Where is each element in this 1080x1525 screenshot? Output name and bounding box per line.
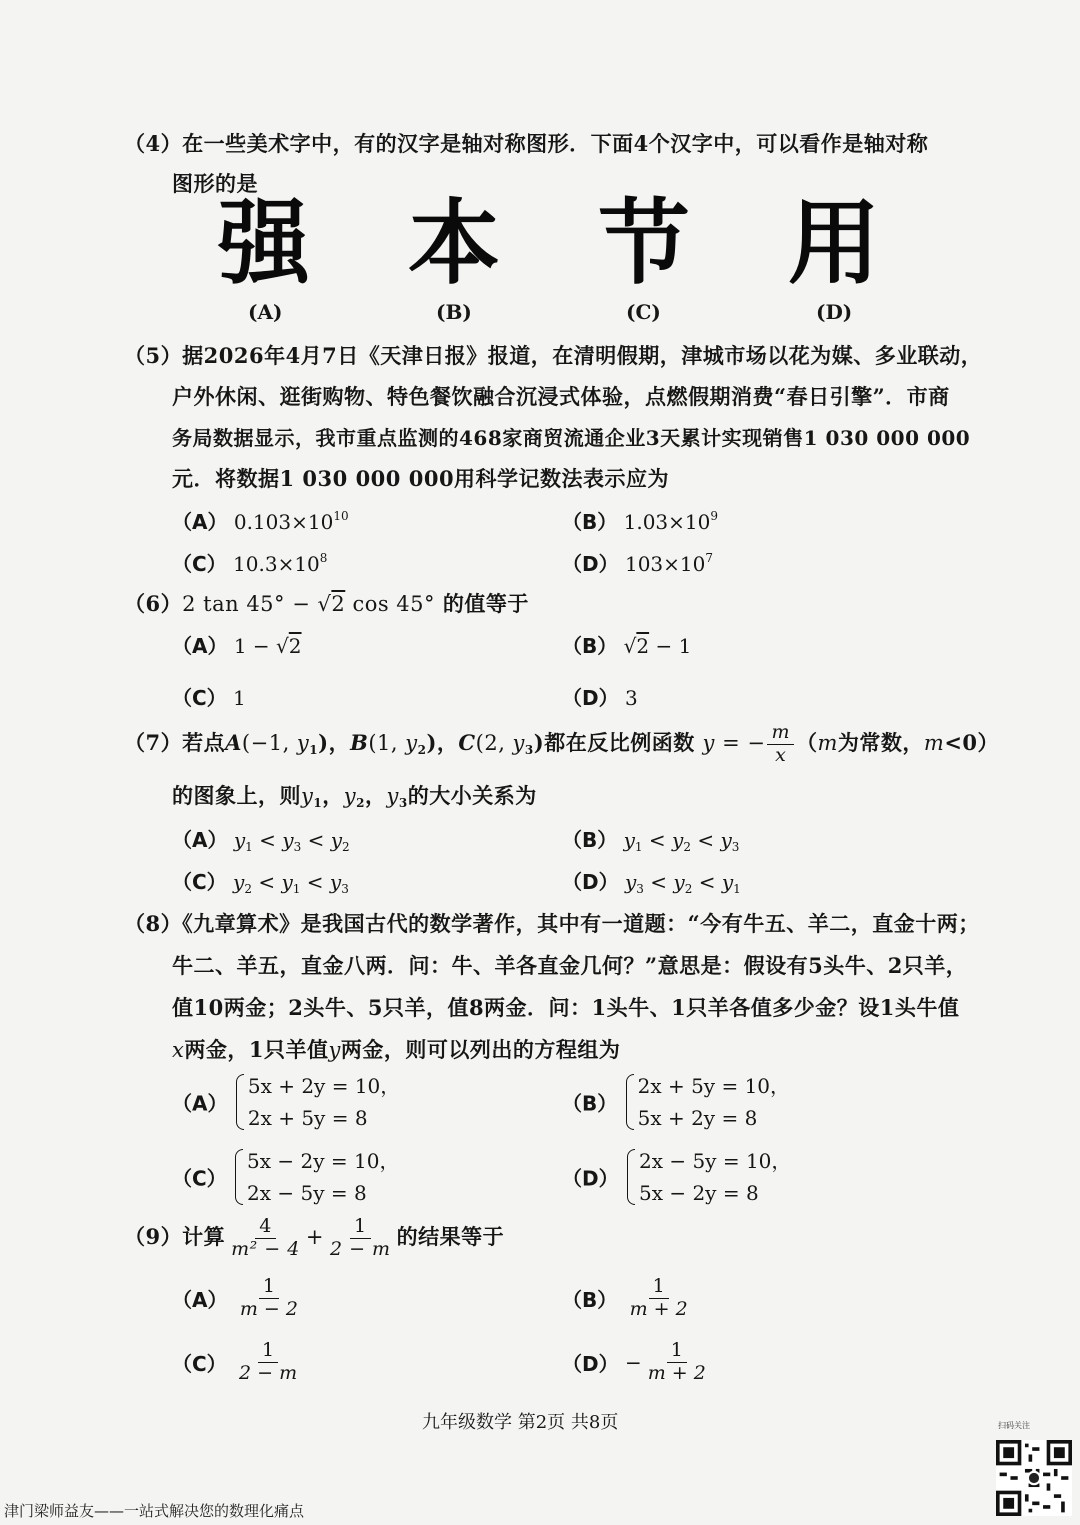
qr-caption: 扫码关注 — [998, 1421, 1030, 1430]
q5-line2: 户外休闲、逛街购物、特色餐饮融合沉浸式体验，点燃假期消费“春日引擎”．市商 — [172, 384, 950, 409]
q4-char-a: 强 — [218, 190, 311, 297]
q7-option-c: （C） $y_2 < y_1 < y_3$ — [172, 870, 349, 896]
q4-char-d: 用 — [788, 190, 881, 297]
q4-stem-line2: 图形的是 — [172, 171, 258, 196]
q4-label-b: (B) — [436, 300, 472, 324]
q6-option-a: （A） 1 − √2 — [172, 634, 302, 658]
q7-option-a: （A） $y_1 < y_3 < y_2$ — [172, 828, 350, 854]
q7-option-d: （D） $y_3 < y_2 < y_1$ — [562, 870, 741, 896]
q5-line4: 元．将数据1 030 000 000用科学记数法表示应为 — [172, 466, 670, 491]
q8-option-a: （A） 5x + 2y = 10， 2x + 5y = 8 — [172, 1070, 400, 1134]
q8-line2: 牛二、羊五，直金八两．问：牛、羊各直金几何？”意思是：假设有5头牛、2只羊， — [172, 953, 968, 978]
q4-label-d: (D) — [816, 300, 853, 324]
qr-code-icon — [996, 1440, 1072, 1516]
q7-option-b: （B） $y_1 < y_2 < y_3$ — [562, 828, 740, 854]
q6-option-d: （D） 3 — [562, 686, 638, 710]
q4-stem-line1: （4）在一些美术字中，有的汉字是轴对称图形．下面4个汉字中，可以看作是轴对称 — [124, 131, 929, 156]
q6-option-c: （C） 1 — [172, 686, 246, 710]
q5-line3: 务局数据显示，我市重点监测的468家商贸流通企业3天累计实现销售1 030 000 000 — [172, 426, 971, 450]
q7-stem-line2: 的图象上，则$y_1$，$y_2$，$y_3$的大小关系为 — [172, 783, 537, 810]
q5-option-a: （A） $0.103\times 10^{10}$ — [172, 509, 349, 534]
q5-option-c: （C） $10.3\times 10^8$ — [172, 551, 328, 576]
q7-stem-line1: （7）若点A(−1, $y_1$)，B(1, $y_2$)，C(2, $y_3$)都在反比例函数 y = − $\frac{m}{x}$ （m为常数，m<0） — [124, 721, 1000, 766]
q9-number: （9） — [124, 1223, 183, 1249]
q9-option-d: （D） − $\frac{1}{m + 2}$ — [562, 1339, 706, 1384]
q8-option-d: （D） 2x − 5y = 10， 5x − 2y = 8 — [562, 1145, 791, 1209]
q8-line4: x两金，1只羊值y两金，则可以列出的方程组为 — [172, 1037, 621, 1062]
q9-option-b: （B） $\frac{1}{m + 2}$ — [562, 1275, 688, 1320]
q8-line3: 值10两金；2头牛、5只羊，值8两金．问：1头牛、1只羊各值多少金？设1头牛值 — [172, 995, 960, 1020]
q9-stem: （9）计算 $\frac{4}{\text{m² − 4}}$ + $\frac{1}{2 - m}$ 的结果等于 — [124, 1215, 505, 1260]
q9-option-a: （A） $\frac{1}{m - 2}$ — [172, 1275, 298, 1320]
q4-label-a: (A) — [248, 300, 283, 324]
q8-option-c: （C） 5x − 2y = 10， 2x − 5y = 8 — [172, 1145, 399, 1209]
q6-number: （6） — [124, 591, 183, 616]
q6-stem: （6）2 tan 45° − √2 cos 45° 的值等于 — [124, 591, 529, 616]
q7-number: （7） — [124, 729, 183, 755]
q4-char-b: 本 — [408, 190, 501, 297]
q8-line1: （8）《九章算术》是我国古代的数学著作，其中有一道题：“今有牛五、羊二，直金十两； — [124, 911, 980, 936]
q8-option-b: （B） 2x + 5y = 10， 5x + 2y = 8 — [562, 1070, 790, 1134]
page-footer: 九年级数学 第2页 共8页 — [422, 1412, 619, 1433]
q5-number: （5） — [124, 343, 183, 368]
q5-option-b: （B） $1.03\times 10^9$ — [562, 509, 718, 534]
q4-char-c: 节 — [598, 190, 691, 297]
watermark-caption: 津门梁师益友——一站式解决您的数理化痛点 — [4, 1502, 305, 1520]
q5-option-d: （D） $103\times 10^7$ — [562, 551, 713, 576]
q4-number: （4） — [124, 131, 183, 156]
q4-label-c: (C) — [626, 300, 661, 324]
q6-option-b: （B） √2 − 1 — [562, 634, 692, 658]
q9-option-c: （C） $\frac{1}{2 - m}$ — [172, 1339, 298, 1384]
q5-line1: （5）据2026年4月7日《天津日报》报道，在清明假期，津城市场以花为媒、多业联动， — [124, 343, 983, 368]
q8-number: （8） — [124, 911, 183, 936]
